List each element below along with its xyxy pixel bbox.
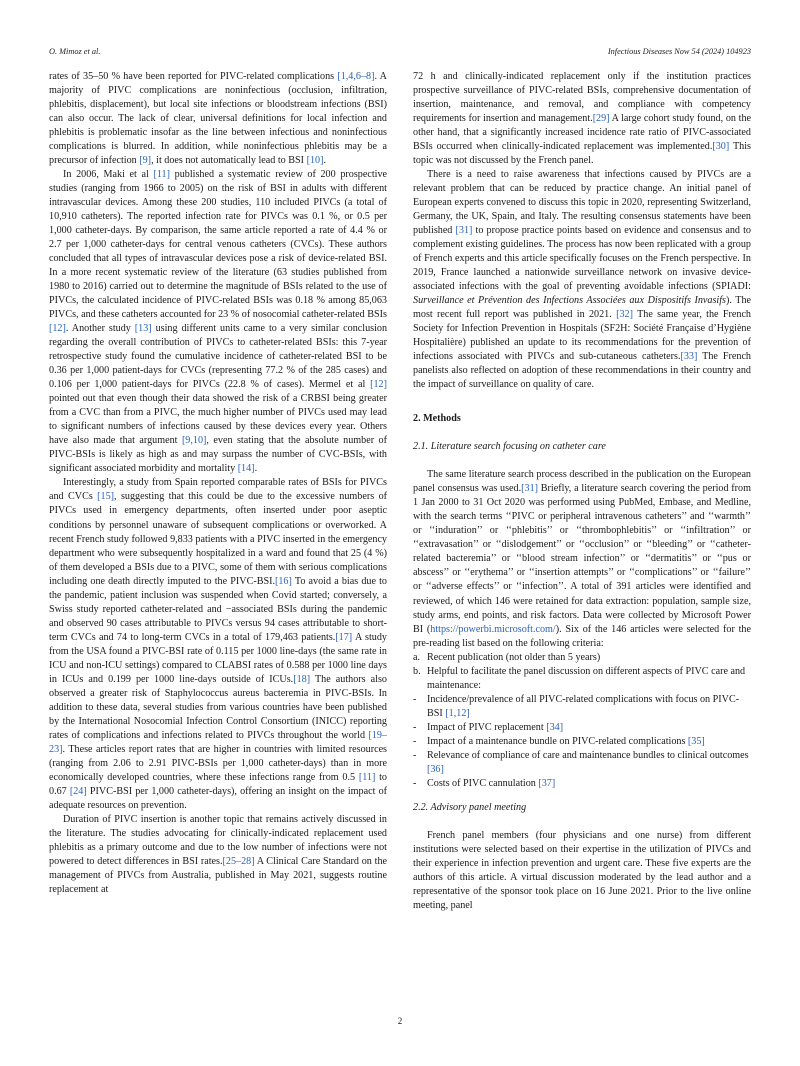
list-marker: - [413, 749, 417, 761]
text-run: to propose practice points based on evidence and consensus and to complement existing guidelines. The process has now been replicated with a group of French experts and this article specifically focuses on the French perspective. In 2019, France launched a nationwide surveillance network on invasive device-associated infections with the goal of preventing avoidable infections (SPIADI: [413, 225, 751, 293]
italic-text: Surveillance et Prévention des Infections Associées aux Dispositifs Invasifs [413, 295, 726, 307]
reference-link[interactable]: https://powerbi.microsoft.com/ [430, 623, 556, 635]
reference-link[interactable]: [15] [97, 491, 115, 503]
reference-link[interactable]: [19–23] [49, 729, 387, 755]
text-run: 72 h and clinically-indicated replacement only if the institution practices prospective surveillance of PIVC-related BSIs, comprehensive documentation of insertion, maintenance, and removal, and compliance with competency requirements for insertion and management. [413, 71, 751, 125]
list-item [413, 651, 751, 665]
text-run: PIVC-BSI per 1,000 catheter-days), offering an insight on the impact of adequate resources on prevention. [49, 785, 387, 811]
list-marker: - [413, 735, 417, 747]
list-marker: - [413, 777, 417, 789]
reference-link[interactable]: [12] [370, 379, 387, 391]
text-run: A large cohort study found, on the other hand, that a significantly increased incidence rate ratio of PIVC-associated BSIs occurred when clinically-indicated replacement was implemented. [413, 113, 751, 153]
subsection-heading: 2.1. Literature search focusing on catheter care [413, 441, 606, 453]
text-run: To avoid a bias due to the pandemic, patient inclusion was suspended when Covid started; conversely, a Swiss study reported catheter-related and −associated BSIs during the pandemic and observed 90 cases attributable to PIVCs versus 94 cases attributable to short-term CVCs and 74 to long-term CVCs in a total of 179,463 patients. [49, 575, 387, 643]
text-run: The authors also observed a greater risk of Staphylococcus aureus bacteremia in PIVC-BSIs. In addition to these data, several studies from various countries have been published by the International Nosocomial Infection Control Consortium (INICC) reporting rates of complications and infections related to PIVCs throughout the world [49, 673, 387, 741]
list-item [413, 749, 751, 777]
text-run: Impact of PIVC replacement [427, 721, 547, 733]
text-run: ). The most recent full report was published in 2021. [413, 295, 752, 321]
reference-link[interactable]: [33] [680, 351, 698, 363]
text-run: . A majority of PIVC complications are noninfectious (occlusion, infiltration, phlebitis, displacement), but local site infections or bloodstream infections (BSI) can also occur. The lack of clear, universal definitions for local infection and phlebitis is problematic insofar as the line between infectious and noninfectious complications is blurred. In addition, while noninfectious phlebitis may be a precursor of infection [49, 71, 387, 167]
left-column [49, 70, 387, 897]
list-item [413, 735, 751, 749]
text-run: The same year, the French Society for Infection Prevention in Hospitals (SF2H: Société Française d’Hygiène Hospitalière) published an update to its recommendations for the prevention of infections associated with PIVCs and sub-cutaneous catheters. [413, 309, 751, 363]
reference-link[interactable]: [11] [358, 771, 376, 783]
page-number: 2 [397, 1016, 403, 1026]
text-run: published a systematic review of 200 prospective studies (ranging from 1966 to 2005) on the risk of BSI in adults with different intravascular devices. Among these 200 studies, 110 included PIVCs (a total of 10,910 catheters). The reported infection rate for PIVCs was 0.1 %, or 0.5 per 1,000 catheter-days. By comparison, the same article reported a rate of 4.4 % or 2.7 per 1,000 catheter-days for central venous catheters (CVCs). These authors concluded that all types of intravascular devices pose a risk of device-related BSI. In a more recent systematic review of the literature (63 studies published from 1980 to 2016) carried out to determine the magnitude of BSIs related to the use of PIVCs, the calculated incidence of PIVC-related BSIs was 0.18 % among 85,063 PIVCs, and these catheters accounted for 23 % of nosocomial catheter-related BSIs [49, 169, 388, 321]
text-run: to 0.67 [49, 771, 387, 797]
text-run: Impact of a maintenance bundle on PIVC-related complications [427, 735, 688, 747]
paragraph [413, 168, 751, 392]
criteria-list [413, 651, 751, 791]
text-run: Briefly, a literature search covering the period from 1 Jan 2000 to 31 Oct 2020 was performed using PubMed, Embase, and Medline, with the search terms ‘‘PIVC or peripheral intravenous catheters’’ and ‘‘warmth’’ or ‘‘induration’’ or ‘‘phlebitis’’ or ‘‘thrombophlebitis’’ or ‘‘infiltration’’ or ‘‘extravasation’’ or ‘‘dislodgement’’ or ‘‘occlusion’’ or ‘‘bleeding’’ or ‘‘catheter-related bacteremia’’ or ‘‘blood stream infection’’ or ‘‘dermatitis’’ or ‘‘pus or abscess’’ or ‘‘erythema’’ or ‘‘insertion attempts’’ or ‘‘complications’’ or ‘‘failure’’ or ‘‘adverse effects’’ or ‘‘infection’’. A total of 391 articles were identified and reviewed, of which 146 were retained for data extraction: population, sample size, study arms, end points, and risk factors. Data were collected by Microsoft Power BI ( [413, 483, 751, 635]
reference-link[interactable]: [13] [134, 323, 152, 335]
reference-link[interactable]: [35] [687, 735, 705, 747]
paragraph [49, 70, 387, 168]
paragraph [49, 168, 387, 476]
reference-link[interactable]: [30] [712, 141, 730, 153]
text-run: , suggesting that this could be due to the excessive numbers of PIVCs used in emergency departments, often inserted under poor aseptic conditions by personnel unaware of subsequent complications or overworked. A recent French study followed 9,833 patients with a PIVC inserted in the emergency department who were subsequently hospitalized in a ward and found that 25 (4 %) of them developed a BSIs due to a PIVC, some of them with serious complications including one death directly imputed to the PIVC-BSI. [49, 491, 387, 587]
text-run: Interestingly, a study from Spain reported comparable rates of BSIs for PIVCs and CVCs [49, 477, 387, 503]
text-run: This topic was not discussed by the French panel. [413, 141, 751, 167]
text-run: In 2006, Maki et al [63, 169, 154, 181]
reference-link[interactable]: [1,4,6–8] [337, 71, 375, 82]
reference-link[interactable]: [17] [335, 631, 353, 643]
subsection-heading: 2.2. Advisory panel meeting [413, 801, 527, 813]
list-marker: - [413, 721, 417, 733]
text-run: , even stating that the absolute number of PIVC-BSIs is likely as high as and may surpass the number of CVC-BSIs, with significant associated morbidity and mortality [49, 435, 387, 475]
right-column [413, 70, 751, 913]
list-marker: a. [413, 651, 421, 663]
text-run: The same literature search process described in the publication on the European panel consensus was used. [413, 469, 751, 495]
running-header-journal: Infectious Diseases Now 54 (2024) 104923 [607, 47, 751, 56]
list-item [413, 777, 751, 791]
reference-link[interactable]: [10] [306, 155, 324, 167]
section-heading: 2. Methods [413, 413, 461, 425]
text-run: Helpful to facilitate the panel discussion on different aspects of PIVC care and maintenance: [427, 665, 746, 691]
list-item [413, 693, 751, 721]
text-run: pointed out that even though their data showed the risk of a CRBSI being greater from a CVC than from a PIVC, the much higher number of PIVCs used may lead to significant numbers of infections caused by these devices every year. Others have also made that argument [49, 393, 387, 447]
text-run: Incidence/prevalence of all PIVC-related complications with focus on PIVC-BSI [427, 693, 740, 719]
reference-link[interactable]: [14] [237, 463, 255, 475]
text-run: Costs of PIVC cannulation [427, 777, 539, 789]
paragraph [49, 813, 387, 897]
text-run: Duration of PIVC insertion is another topic that remains actively discussed in the literature. The studies advocating for clinically-indicated replacement used phlebitis as a primary outcome and due to the low number of infections were not powered to detect differences in BSI rates. [49, 813, 387, 867]
reference-link[interactable]: [31] [455, 225, 473, 237]
text-run: A Clinical Care Standard on the management of PIVCs from Australia, published in May 2021, suggests routine replacement at [49, 855, 387, 895]
paragraph [413, 829, 751, 913]
text-run: . These articles report rates that are higher in countries with limited resources (ranging from 2.06 to 2.91 PIVC-BSIs per 1,000 catheter-days) than in more economically developed countries, where these infections range from 0.5 [49, 743, 387, 783]
list-marker: b. [413, 665, 421, 677]
reference-link[interactable]: [37] [538, 777, 556, 789]
text-run: . [323, 155, 326, 167]
text-run: Relevance of compliance of care and maintenance bundles to clinical outcomes [427, 749, 749, 761]
text-run: rates of 35–50 % have been reported for PIVC-related complications [49, 71, 338, 82]
text-run: using different units came to a very similar conclusion regarding the overall contribution of PIVCs to catheter-related BSIs: this 7-year retrospective study found the cumulative incidence of catheter-related BSI to be 0.36 per 1,000 patient-days for CVCs (representing 77.2 % of the 285 cases) and 0.106 per 1,000 patient-days for PIVCs (22.8 % of cases). Mermel et al [49, 323, 388, 391]
reference-link[interactable]: [11] [153, 169, 170, 181]
text-run: , it does not automatically lead to BSI [151, 155, 307, 167]
paragraph [413, 70, 751, 168]
paragraph [49, 476, 387, 812]
text-run: ). Six of the 146 articles were selected for the pre-reading list based on the following criteria: [413, 623, 751, 649]
list-item [413, 721, 751, 735]
reference-link[interactable]: [18] [293, 673, 311, 685]
reference-link[interactable]: [16] [275, 575, 292, 587]
text-run: French panel members (four physicians and one nurse) from different institutions were selected based on their expertise in the utilization of PIVCs and their experience in infection prevention and urgent care. These five experts are the authors of this article. A virtual discussion moderated by the lead author and a representative of the sponsor took place on 16 June 2021. Prior to the live online meeting, panel [413, 829, 751, 911]
list-marker: - [413, 693, 417, 705]
reference-link[interactable]: [9,10] [181, 435, 207, 447]
reference-link[interactable]: [32] [616, 309, 633, 321]
reference-link[interactable]: [24] [69, 785, 87, 797]
reference-link[interactable]: [34] [546, 721, 564, 733]
reference-link[interactable]: [1,12] [445, 707, 470, 719]
reference-link[interactable]: [9] [139, 155, 152, 167]
paragraph [413, 468, 751, 650]
list-item [413, 665, 751, 693]
text-run: . Another study [65, 323, 135, 335]
text-run: There is a need to raise awareness that infections caused by PIVCs are a relevant problem that can be reduced by practice change. An initial panel of European experts convened to discuss this topic in 2020, representing Switzerland, Germany, the UK, Spain, and Italy. The resulting consensus statements have been published [413, 169, 751, 237]
reference-link[interactable]: [25–28] [222, 855, 255, 867]
reference-link[interactable]: [31] [521, 483, 539, 495]
reference-link[interactable]: [36] [427, 763, 444, 775]
running-header-authors: O. Mimoz et al. [49, 47, 101, 56]
text-run: The French panelists also reflected on adoption of these recommendations in their country and the impact of surveillance on quality of care. [413, 351, 751, 391]
text-run: . [254, 463, 258, 475]
reference-link[interactable]: [29] [592, 113, 610, 125]
text-run: A study from the USA found a PIVC-BSI rate of 0.115 per 1000 line-days (the same rate in ICU and non-ICU settings) compared to CLABSI rates of 0.588 per 1000 line days in ICUs and 0.199 per 1000 line-days outside of ICUs. [49, 631, 387, 685]
text-run: Recent publication (not older than 5 years) [427, 651, 601, 663]
reference-link[interactable]: [12] [49, 323, 66, 335]
